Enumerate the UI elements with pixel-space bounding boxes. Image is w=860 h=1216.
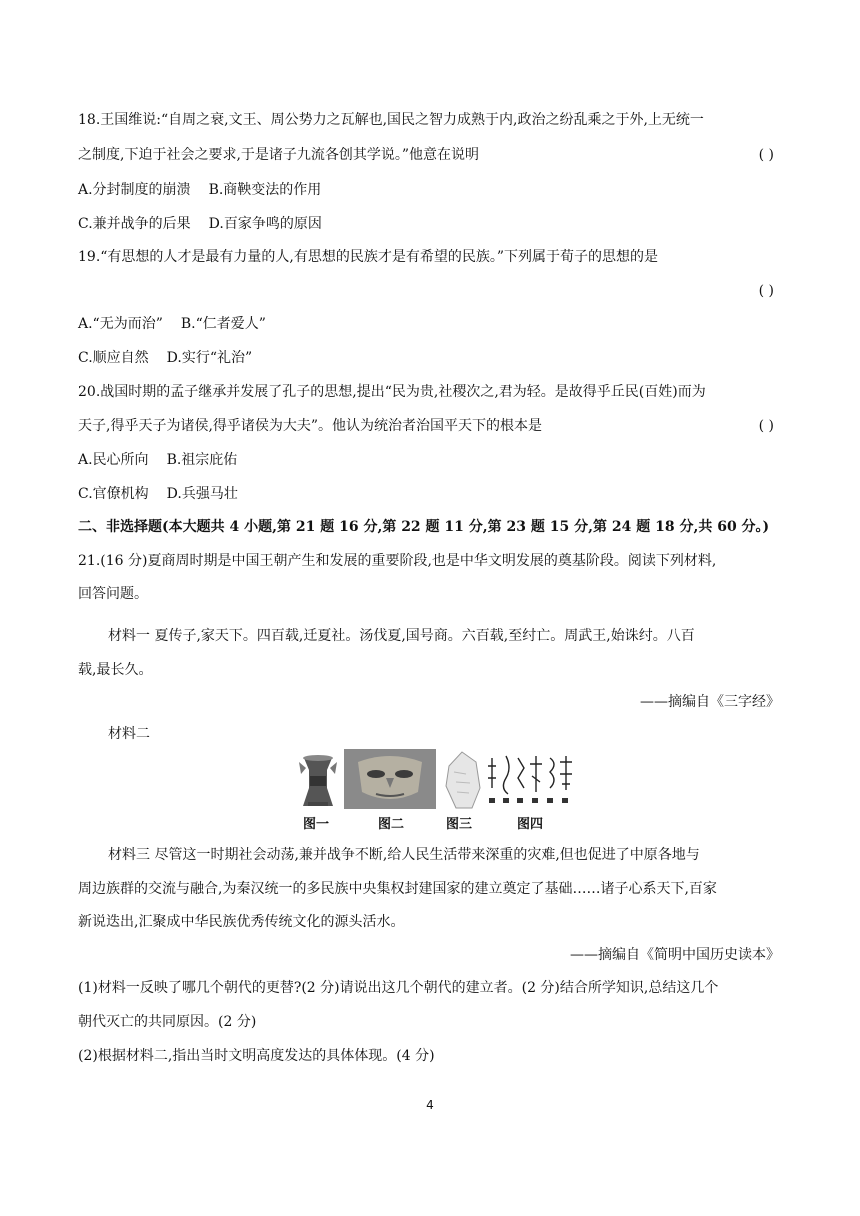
q20-option-d: D.兵强马壮: [166, 486, 238, 502]
bronze-vessel-image: [299, 755, 337, 806]
material3-line2: 周边族群的交流与融合,为秦汉统一的多民族中央集权封建国家的建立奠定了基础……诸子心系天下,百家: [78, 881, 717, 897]
material1-line1: 材料一 夏传子,家天下。四百载,迁夏社。汤伐夏,国号商。六百载,至纣亡。周武王,始诛纣。八百: [108, 628, 695, 644]
q19-answer-blank: ( ): [758, 283, 774, 299]
material1-source: ——摘编自《三字经》: [640, 694, 780, 710]
q18-answer-blank: ( ): [758, 147, 774, 163]
q20-option-c: C.官僚机构: [78, 486, 149, 502]
q21-stem-line2: 回答问题。: [78, 586, 148, 602]
q20-stem-line1: 20.战国时期的孟子继承并发展了孔子的思想,提出“民为贵,社稷次之,君为轻。是故得乎丘民(百姓)而为: [78, 384, 706, 400]
q20-answer-blank: ( ): [758, 418, 774, 434]
material3-line1: 材料三 尽管这一时期社会动荡,兼并战争不断,给人民生活带来深重的灾难,但也促进了中原各地与: [108, 847, 700, 863]
q19-stem-line1: 19.“有思想的人才是最有力量的人,有思想的民族才是有希望的民族。”下列属于荀子的思想的是: [78, 249, 659, 265]
q19-options-row1: [78, 314, 266, 334]
q18-option-d: D.百家争鸣的原因: [208, 216, 322, 232]
page-number: 4: [426, 1098, 434, 1112]
q19-option-c: C.顺应自然: [78, 350, 149, 366]
material3-line3: 新说迭出,汇聚成中华民族优秀传统文化的源头活水。: [78, 914, 405, 930]
subquestion2-line1: (2)根据材料二,指出当时文明高度发达的具体体现。(4 分): [78, 1048, 435, 1064]
oracle-bone-image: [446, 752, 480, 808]
section-heading: 二、非选择题(本大题共 4 小题,第 21 题 16 分,第 22 题 11 分,第 23 题 15 分,第 24 题 18 分,共 60 分。): [78, 519, 770, 535]
q19-option-a: A.“无为而治”: [78, 316, 163, 332]
script-row-labels: [489, 798, 568, 803]
figure4-caption: 图四: [517, 817, 544, 832]
subquestion1-line1: (1)材料一反映了哪几个朝代的更替?(2 分)请说出这几个朝代的建立者。(2 分)结合所学知识,总结这几个: [78, 980, 719, 996]
q19-option-d: D.实行“礼治”: [166, 350, 253, 366]
bronze-mask-image: [344, 749, 436, 809]
q18-option-c: C.兼并战争的后果: [78, 216, 191, 232]
q18-options-row2: [78, 214, 322, 234]
q21-stem-line1: 21.(16 分)夏商周时期是中国王朝产生和发展的重要阶段,也是中华文明发展的奠基阶段。阅读下列材料,: [78, 553, 717, 569]
q20-option-a: A.民心所向: [78, 452, 149, 468]
q20-stem-line2: 天子,得乎天子为诸侯,得乎诸侯为大夫”。他认为统治者治国平天下的根本是: [78, 418, 543, 434]
material2-label: 材料二: [108, 726, 150, 742]
q19-option-b: B.“仁者爱人”: [180, 316, 266, 332]
q20-options-row1: [78, 450, 237, 470]
q20-options-row2: [78, 484, 238, 504]
q18-stem-line2: 之制度,下迫于社会之要求,于是诸子九流各创其学说。”他意在说明: [78, 147, 480, 163]
material1-line2: 载,最长久。: [78, 662, 153, 678]
figure1-caption: 图一: [303, 817, 330, 832]
material2-figures: [296, 748, 588, 810]
q18-option-b: B.商鞅变法的作用: [208, 182, 322, 198]
q19-options-row2: [78, 348, 252, 368]
material3-source: ——摘编自《简明中国历史读本》: [570, 947, 780, 963]
ancient-script-image: [488, 756, 572, 794]
subquestion1-line2: 朝代灭亡的共同原因。(2 分): [78, 1014, 257, 1030]
figure3-caption: 图三: [446, 817, 473, 832]
q18-stem-line1: 18.王国维说:“自周之衰,文王、周公势力之瓦解也,国民之智力成熟于内,政治之纷乱乘之于外,上无统一: [78, 112, 704, 128]
figure2-caption: 图二: [378, 817, 405, 832]
q20-option-b: B.祖宗庇佑: [166, 452, 238, 468]
q18-options-row1: [78, 180, 321, 200]
q18-option-a: A.分封制度的崩溃: [78, 182, 191, 198]
